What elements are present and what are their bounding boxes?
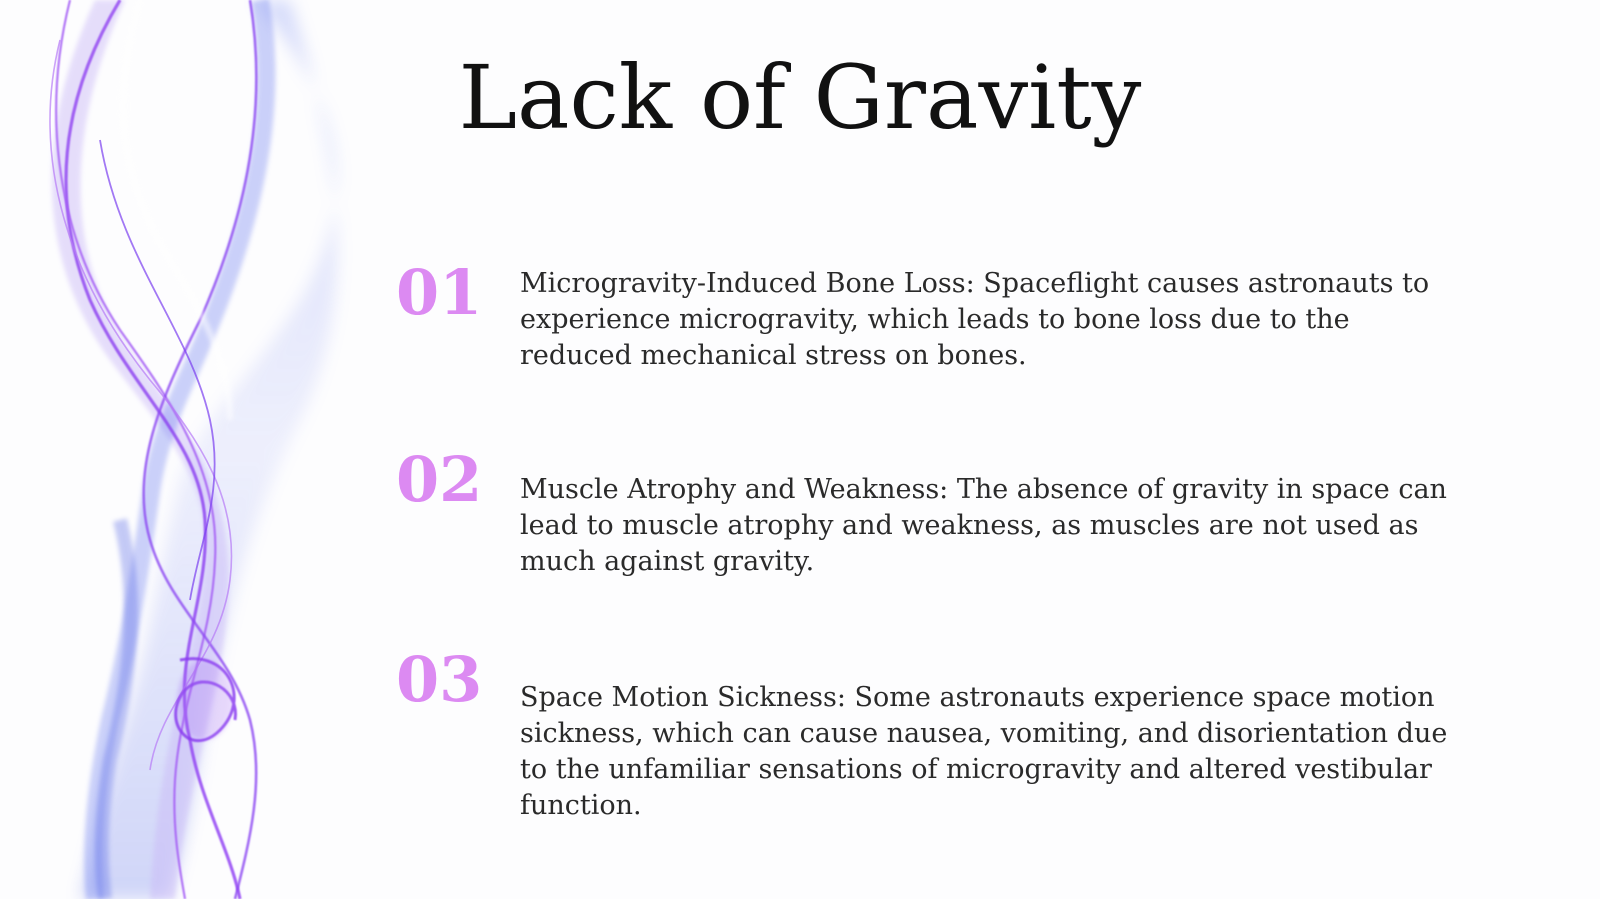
item-text: Microgravity-Induced Bone Loss: Spaceflight causes astronauts to experience microgravity, which leads to bone loss due to the reduced mechanical stress on bones. bbox=[520, 268, 1430, 371]
item-number: 03 bbox=[396, 643, 483, 716]
item-number: 02 bbox=[396, 443, 483, 516]
item-number: 01 bbox=[396, 256, 483, 329]
item-text: Muscle Atrophy and Weakness: The absence of gravity in space can lead to muscle atrophy and weakness, as muscles are not used as much against gravity. bbox=[520, 474, 1447, 577]
item-text: Space Motion Sickness: Some astronauts experience space motion sickness, which can cause nausea, vomiting, and disorientation due to the unfamiliar sensations of microgravity and altered vestibular function. bbox=[520, 682, 1448, 821]
slide-title: Lack of Gravity bbox=[458, 46, 1142, 149]
